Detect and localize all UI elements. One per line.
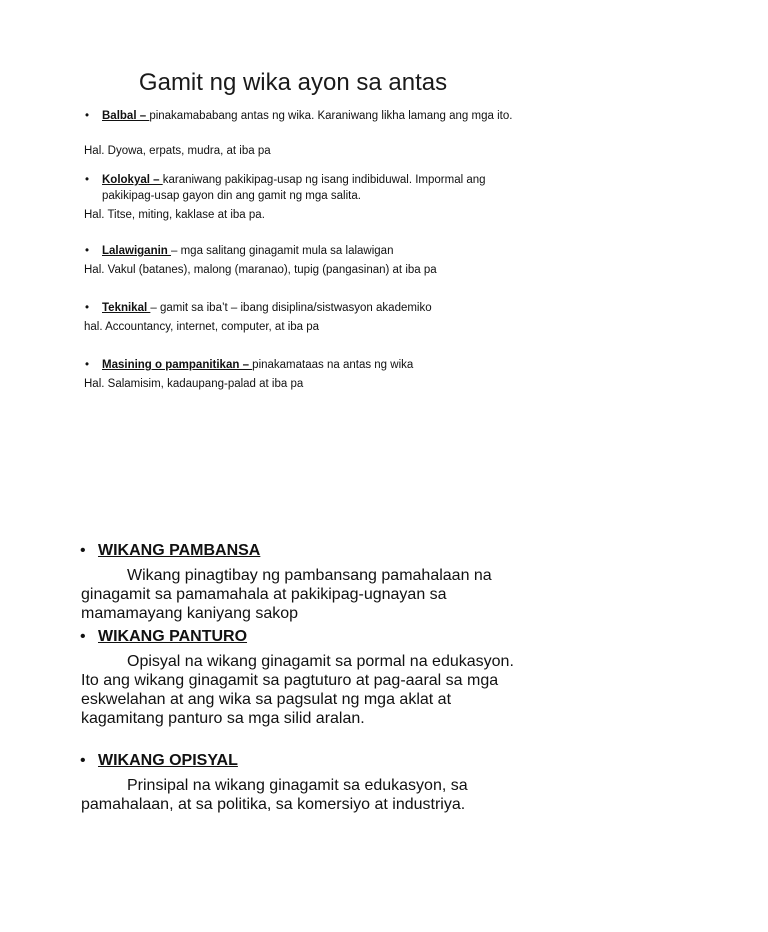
term-description: pinakamababang antas ng wika. Karaniwang likha lamang ang mga ito.	[149, 110, 513, 122]
example-line: Hal. Dyowa, erpats, mudra, at iba pa	[84, 145, 271, 157]
bullet-icon: •	[85, 302, 90, 314]
bullet-icon: •	[80, 542, 86, 559]
list-item-teknikal	[85, 300, 515, 316]
term-label: Teknikal	[102, 302, 151, 314]
paragraph-wikang-opisyal	[81, 776, 521, 814]
term-label: Kolokyal –	[102, 174, 163, 186]
bullet-icon: •	[85, 174, 90, 186]
heading-label: WIKANG PAMBANSA	[98, 542, 261, 559]
list-item-kolokyal	[85, 172, 515, 204]
paragraph-text: Prinsipal na wikang ginagamit sa edukasyon, sa pamahalaan, at sa politika, sa komersiyo at industriya.	[81, 777, 468, 813]
list-item-lalawiganin	[85, 243, 515, 259]
term-label: Lalawiganin	[102, 245, 172, 257]
term-description: – mga salitang ginagamit mula sa lalawigan	[171, 245, 394, 257]
term-label: Balbal –	[102, 110, 150, 122]
paragraph-wikang-panturo	[81, 652, 521, 728]
list-item-balbal	[85, 108, 515, 124]
bullet-icon: •	[85, 110, 90, 122]
paragraph-text: Opisyal na wikang ginagamit sa pormal na edukasyon. Ito ang wikang ginagamit sa pagtuturo at pag-aaral sa mga eskwelahan at ang wika sa pagsulat ng mga aklat at kagamitang panturo sa mga silid aralan.	[81, 653, 514, 727]
bullet-icon: •	[80, 752, 86, 769]
bullet-icon: •	[80, 628, 86, 645]
heading-wikang-pambansa	[80, 541, 260, 561]
heading-label: WIKANG PANTURO	[98, 628, 248, 645]
term-description: – gamit sa iba’t – ibang disiplina/sistwasyon akademiko	[150, 302, 432, 314]
heading-label: WIKANG OPISYAL	[98, 752, 238, 769]
list-item-masining	[85, 357, 515, 373]
heading-wikang-opisyal	[80, 751, 238, 771]
bullet-icon: •	[85, 245, 90, 257]
term-label: Masining o pampanitikan –	[102, 359, 253, 371]
example-line: Hal. Salamisim, kadaupang-palad at iba pa	[84, 378, 304, 390]
example-line: hal. Accountancy, internet, computer, at iba pa	[84, 321, 320, 333]
term-description: pinakamataas na antas ng wika	[252, 359, 414, 371]
example-line: Hal. Vakul (batanes), malong (maranao), tupig (pangasinan) at iba pa	[84, 264, 437, 276]
bullet-icon: •	[85, 359, 90, 371]
page-title: Gamit ng wika ayon sa antas	[138, 69, 448, 96]
heading-wikang-panturo	[80, 627, 247, 647]
example-line: Hal. Titse, miting, kaklase at iba pa.	[84, 209, 265, 221]
paragraph-text: Wikang pinagtibay ng pambansang pamahalaan na ginagamit sa pamamahala at pakikipag-ugnayan sa mamamayang kaniyang sakop	[81, 567, 492, 622]
term-description: karaniwang pakikipag-usap ng isang indibiduwal. Impormal ang pakikipag-usap gayon din ang gamit ng mga salita.	[102, 174, 486, 202]
paragraph-wikang-pambansa	[81, 566, 521, 623]
